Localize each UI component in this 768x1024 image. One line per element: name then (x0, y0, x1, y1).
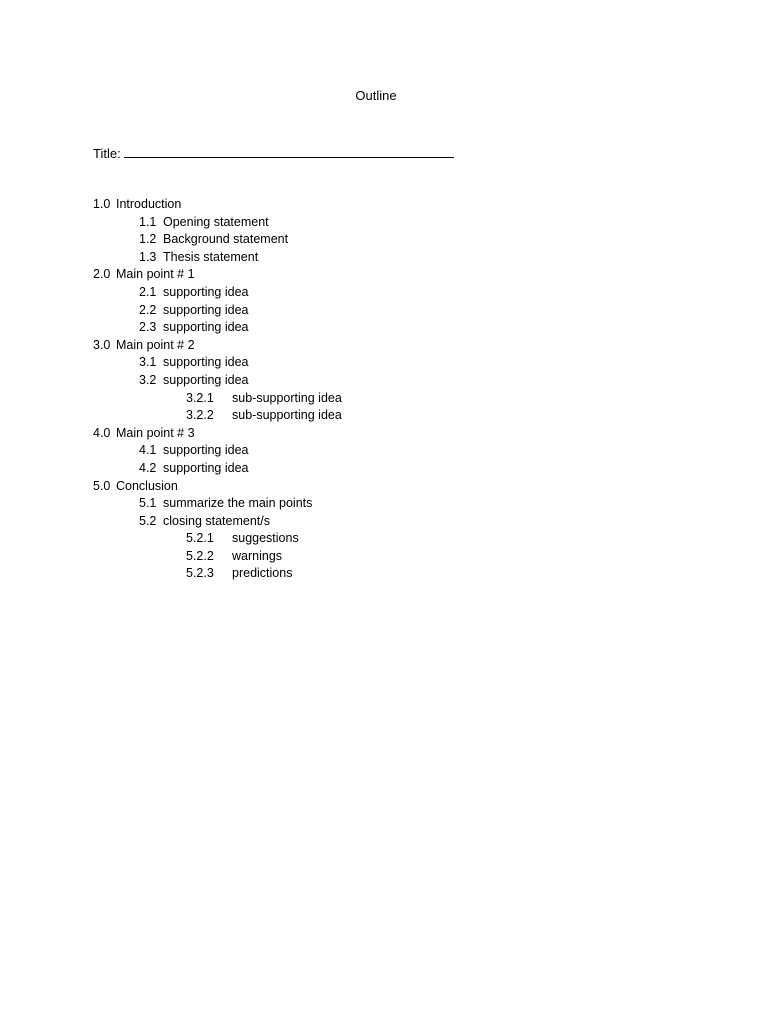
outline-item (93, 407, 693, 425)
outline-item (93, 548, 693, 566)
outline-item-text: supporting idea (163, 302, 249, 317)
outline-item-text: supporting idea (163, 443, 249, 458)
outline-item-text: Main point # 1 (116, 267, 195, 282)
outline-item (93, 390, 693, 408)
outline-item-number: 2.0 (93, 267, 111, 282)
outline-item (93, 513, 693, 531)
outline-item-text: Introduction (116, 197, 182, 211)
outline-item-number: 3.2.2 (186, 408, 214, 423)
outline-item-number: 1.2 (139, 232, 157, 247)
title-label: Title: (93, 146, 121, 161)
outline-item-text: sub-supporting idea (232, 390, 342, 405)
outline-item-number: 1.3 (139, 249, 157, 264)
outline-item-number: 1.1 (139, 214, 157, 229)
outline-item-number: 4.2 (139, 460, 157, 475)
outline-item (93, 302, 693, 320)
title-blank-line (124, 143, 454, 158)
outline-item-text: Main point # 3 (116, 425, 195, 440)
outline-item (93, 231, 693, 249)
outline-item (93, 284, 693, 302)
outline-item (93, 530, 693, 548)
outline-item (93, 196, 693, 214)
outline-item-number: 5.0 (93, 478, 111, 493)
outline-item-text: Opening statement (163, 214, 269, 229)
page-title: Outline (355, 88, 397, 103)
outline-item (93, 319, 693, 337)
outline-list (93, 196, 693, 583)
outline-item-text: supporting idea (163, 372, 249, 387)
outline-item-number: 3.0 (93, 337, 111, 352)
outline-item-number: 5.2 (139, 513, 157, 528)
outline-item (93, 565, 693, 583)
outline-item (93, 425, 693, 443)
outline-item-number: 4.1 (139, 443, 157, 458)
outline-item-number: 3.2 (139, 372, 157, 387)
outline-item-number: 3.1 (139, 355, 157, 370)
outline-item (93, 478, 693, 496)
outline-item (93, 354, 693, 372)
outline-item-text: Background statement (163, 232, 289, 247)
outline-item-text: summarize the main points (163, 496, 313, 511)
outline-item-number: 1.0 (93, 197, 111, 211)
outline-item (93, 495, 693, 513)
outline-item-text: supporting idea (163, 320, 249, 335)
outline-item-number: 2.3 (139, 320, 157, 335)
outline-item (93, 214, 693, 232)
outline-item-text: Conclusion (116, 478, 178, 493)
outline-item (93, 372, 693, 390)
outline-item-number: 2.1 (139, 284, 157, 299)
outline-item-text: predictions (232, 566, 293, 581)
outline-item (93, 442, 693, 460)
outline-item-text: sub-supporting idea (232, 408, 342, 423)
outline-item (93, 337, 693, 355)
outline-item-number: 5.2.2 (186, 548, 214, 563)
outline-item (93, 266, 693, 284)
outline-item-number: 5.1 (139, 496, 157, 511)
outline-item-number: 3.2.1 (186, 390, 214, 405)
outline-item-number: 4.0 (93, 425, 111, 440)
outline-item-text: suggestions (232, 531, 299, 546)
outline-item-text: warnings (232, 548, 283, 563)
outline-item-number: 5.2.1 (186, 531, 214, 546)
outline-item-text: Thesis statement (163, 249, 259, 264)
outline-item-number: 2.2 (139, 302, 157, 317)
outline-item-text: supporting idea (163, 284, 249, 299)
title-field (93, 143, 454, 163)
outline-item-text: closing statement/s (163, 513, 270, 528)
outline-item-text: Main point # 2 (116, 337, 195, 352)
outline-item-number: 5.2.3 (186, 566, 214, 581)
outline-item (93, 460, 693, 478)
outline-item (93, 249, 693, 267)
outline-item-text: supporting idea (163, 460, 249, 475)
outline-item-text: supporting idea (163, 355, 249, 370)
